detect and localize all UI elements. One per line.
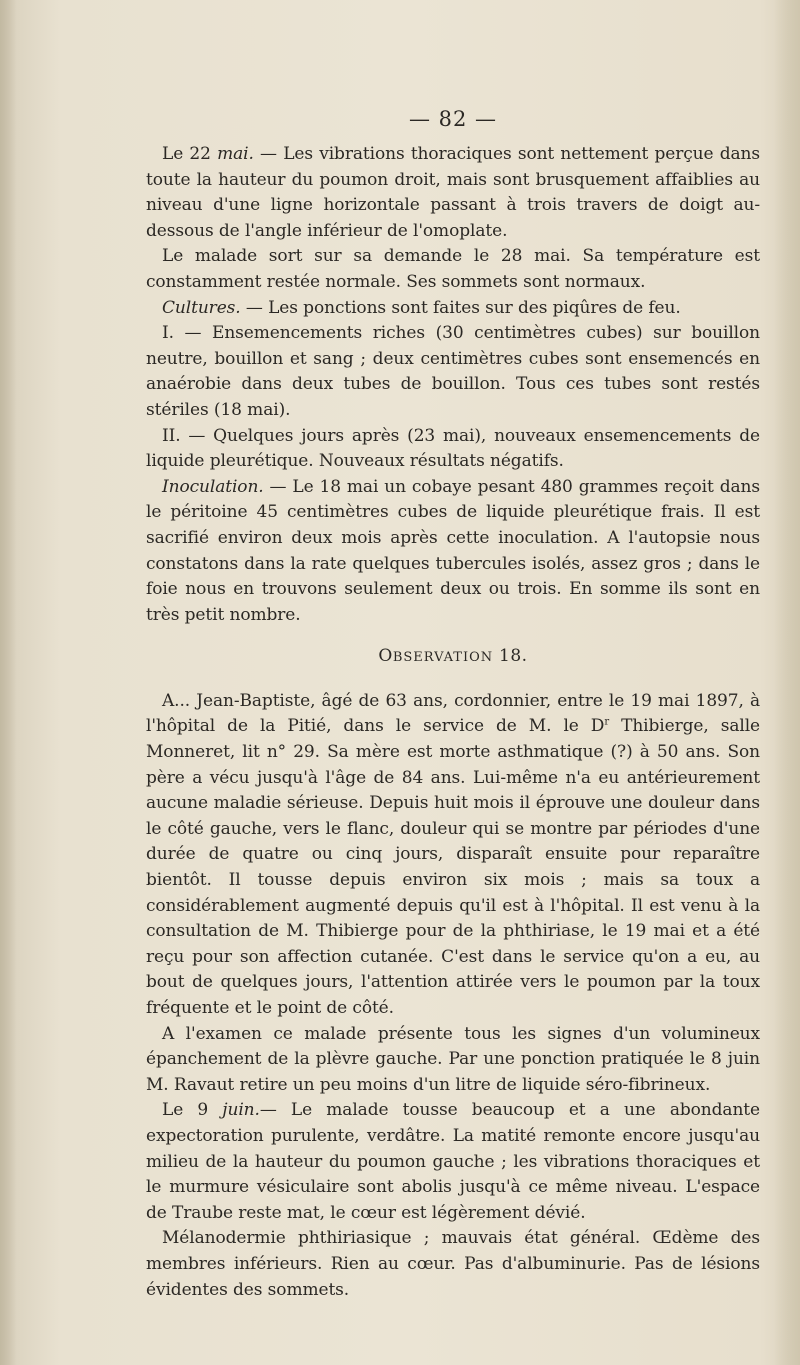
paragraph-body: — Les ponctions sont faites sur des piqûres de feu. — [240, 297, 681, 318]
paragraph-9-juin — [146, 1098, 760, 1226]
paragraph-22-mai — [146, 142, 760, 244]
paragraph-body: — Le 18 mai un cobaye pesant 480 grammes reçoit dans le péritoine 45 centimètres cubes de liquide pleurétique frais. Il est sacrifié environ deux mois après cette inoculation. A l'autopsie nous constatons dans la rate quelques tubercules isolés, assez gros ; dans le foie nous en trouvons seulement deux ou trois. En somme ils sont en très petit nombre. — [146, 476, 760, 625]
paragraph-ensemencements-2 — [146, 424, 760, 475]
section-lead-italic: Cultures. — [162, 297, 241, 318]
paragraph-body: A... Jean-Baptiste, âgé de 63 ans, cordonnier, entre le 19 mai 1897, à l'hôpital de la Pitié, dans le service de M. le D — [146, 690, 760, 737]
paragraph-body: — Le malade tousse beaucoup et a une abondante expectoration purulente, verdâtre. La matité remonte encore jusqu'au milieu de la hauteur du poumon gauche ; les vibrations thoraciques et le murmure vésiculaire sont abolis jusqu'à ce même niveau. L'espace de Traube reste mat, le cœur est légèrement dévié. — [146, 1100, 760, 1223]
paragraph-patient-history — [146, 689, 760, 1022]
paragraph-melanodermie — [146, 1226, 760, 1303]
date-italic: mai. — [217, 144, 254, 164]
title-number: 18. — [493, 646, 528, 667]
paragraph-body: Le malade sort sur sa demande le 28 mai. Sa température est constamment restée normale. Ses sommets sont normaux. — [146, 246, 760, 292]
paragraph-ensemencements-1 — [146, 321, 760, 423]
title-initial: O — [378, 646, 393, 667]
observation-title — [146, 644, 760, 671]
date-prefix: Le 22 — [162, 144, 218, 164]
page-shadow-right — [774, 0, 800, 1365]
paragraph-body: A l'examen ce malade présente tous les signes d'un volumineux épanchement de la plèvre gauche. Par une ponction pratiquée le 8 juin M. Ravaut retire un peu moins d'un litre de liquide séro-fibrineux. — [146, 1023, 760, 1095]
paragraph-body: I. — Ensemencements riches (30 centimètres cubes) sur bouillon neutre, bouillon et sang ; deux centimètres cubes sont ensemencés en anaérobie dans deux tubes de bouillon. Tous ces tubes sont restés stériles (18 mai). — [146, 323, 760, 420]
paragraph-body: Thibierge, salle Monneret, lit n° 29. Sa mère est morte asthmatique (?) à 50 ans. Son père a vécu jusqu'à l'âge de 84 ans. Lui-même n'a eu antérieurement aucune maladie sérieuse. Depuis huit mois il éprouve une douleur dans le côté gauche, vers le flanc, douleur qui se montre par périodes d'une durée de quatre ou cinq jours, disparaît ensuite pour reparaître bientôt. Il tousse depuis environ six mois ; mais sa toux a considérablement augmenté depuis qu'il est à l'hôpital. Il est venu à la consultation de M. Thibierge pour de la phthiriase, le 19 mai et a été reçu pour son affection cutanée. C'est dans le service qu'on a eu, au bout de quelques jours, l'attention attirée vers le poumon par la toux fréquente et le point de côté. — [146, 716, 761, 1018]
section-lead-italic: Inoculation. — [162, 476, 264, 497]
paragraph-body: — Les vibrations thoraciques sont nettement perçue dans toute la hauteur du poumon droit, mais sont brusquement affaiblies au niveau d'une ligne horizontale passant à trois travers de doigt au-dessous de l'angle inférieur de l'omoplate. — [146, 144, 760, 241]
page-text-block — [146, 104, 760, 1303]
paragraph-examen — [146, 1022, 760, 1099]
title-smallcaps: BSERVATION — [392, 650, 494, 666]
paragraph-cultures — [146, 296, 760, 322]
paragraph-inoculation — [146, 475, 760, 629]
paragraph-body: II. — Quelques jours après (23 mai), nouveaux ensemencements de liquide pleurétique. Nouveaux résultats négatifs. — [146, 425, 760, 472]
date-prefix: Le 9 — [162, 1100, 223, 1121]
page-shadow-left — [0, 0, 16, 1365]
paragraph-body: Mélanodermie phthiriasique ; mauvais état général. Œdème des membres inférieurs. Rien au cœur. Pas d'albuminurie. Pas de lésions évidentes des sommets. — [146, 1228, 760, 1300]
paragraph-sortie — [146, 244, 760, 295]
date-italic: juin. — [222, 1100, 260, 1121]
superscript: r — [604, 716, 610, 728]
page-number: — 82 — — [408, 107, 498, 131]
